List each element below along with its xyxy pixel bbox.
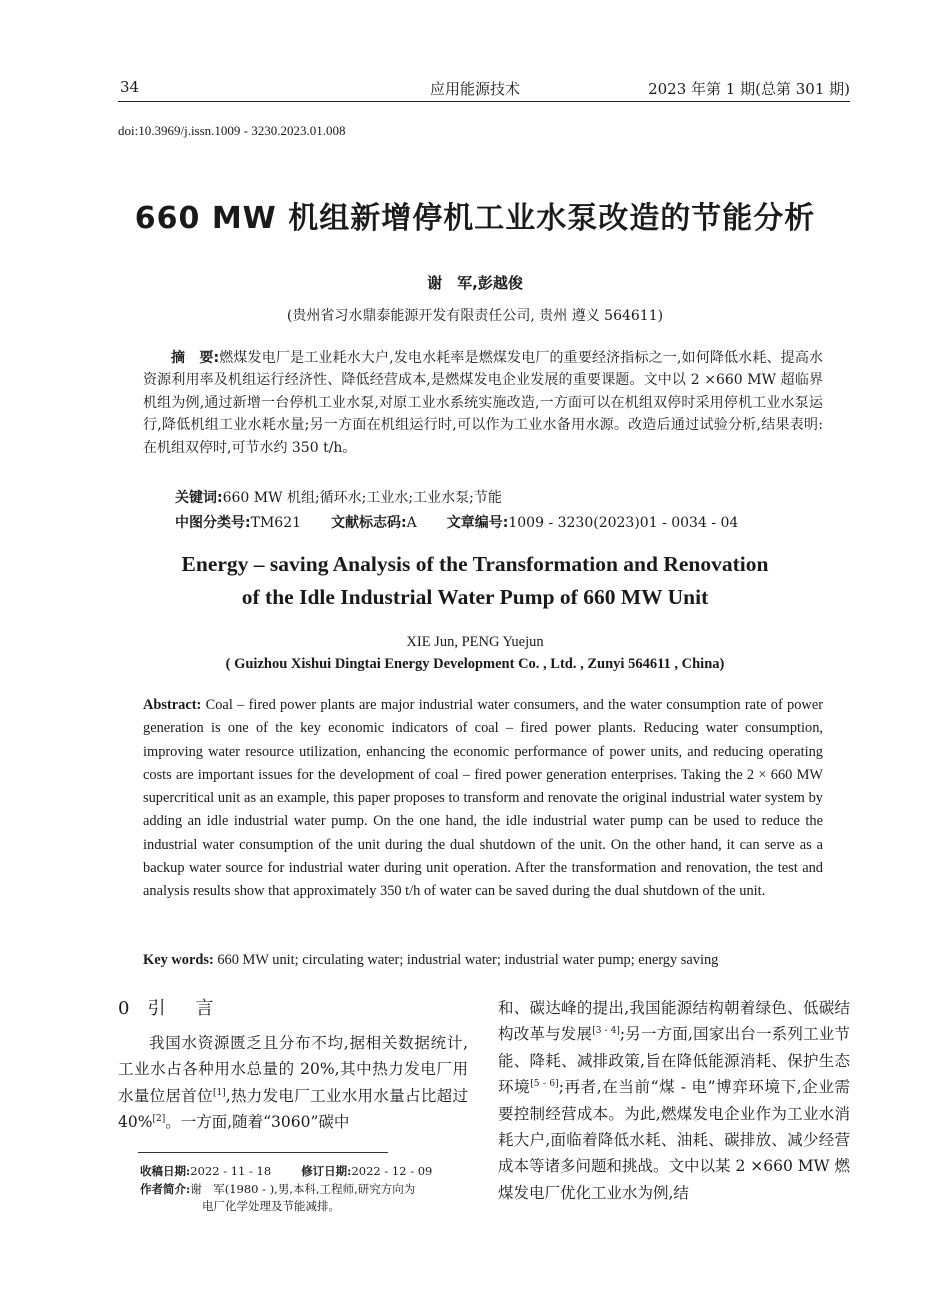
english-keywords-label: Key words: (143, 952, 214, 968)
received-label: 收稿日期: (140, 1164, 191, 1178)
body-text: 。一方面,随着“3060”碳中 (165, 1113, 350, 1132)
doc-code-value: A (406, 515, 417, 531)
revised-date: 2022 - 12 - 09 (351, 1164, 433, 1178)
body-text: ;再者,在当前“煤 - 电”博弈环境下,企业需要控制经营成本。为此,燃煤发电企业作为工业水消耗大户,面临着降低水耗、油耗、碳排放、减少经营成本等诸多问题和挑战。文中以某 2 ×660 MW 燃煤发电厂优化工业水为例,结 (498, 1078, 850, 1202)
citation: [1] (212, 1087, 226, 1098)
doi: doi:10.3969/j.issn.1009 - 3230.2023.01.008 (118, 123, 346, 138)
chinese-abstract (143, 347, 823, 459)
chinese-abstract-label: 摘 要: (171, 350, 220, 366)
footnote-divider (138, 1152, 388, 1153)
english-authors: XIE Jun, PENG Yuejun (406, 634, 544, 650)
citation: [5 - 6] (530, 1079, 559, 1090)
author-bio-line1: 谢 军(1980 - ),男,本科,工程师,研究方向为 (190, 1182, 416, 1196)
page-number: 34 (120, 78, 140, 96)
article-number-value: 1009 - 3230(2023)01 - 0034 - 04 (508, 515, 739, 531)
body-text: 我国水资源匮乏且分布不均,据相关数据统计,工业水占各种用水总量的 20%,其中热力发电厂用水量位居首位 (118, 1034, 468, 1105)
chinese-keywords (175, 487, 502, 507)
english-title-line2: of the Idle Industrial Water Pump of 660 MW Unit (241, 585, 709, 609)
body-left-column (118, 1030, 468, 1136)
received-date: 2022 - 11 - 18 (190, 1164, 272, 1178)
journal-name: 应用能源技术 (429, 80, 520, 98)
footnote-author (140, 1181, 470, 1215)
author-bio-label: 作者简介: (140, 1182, 191, 1196)
section-title: 引 言 (147, 998, 220, 1019)
chinese-abstract-text: 燃煤发电厂是工业耗水大户,发电水耗率是燃煤发电厂的重要经济指标之一,如何降低水耗、提高水资源利用率及机组运行经济性、降低经营成本,是燃煤发电企业发展的重要课题。文中以 2 ×660 MW 超临界机组为例,通过新增一台停机工业水泵,对原工业水系统实施改造,一方面可以在机组双停时采用停机工业水泵运行,降低机组工业水耗水量;另一方面在机组运行时,可以作为工业水备用水源。改造后通过试验分析,结果表明:在机组双停时,可节水约 350 t/h。 (143, 350, 823, 456)
english-keywords (143, 952, 843, 969)
issue-info: 2023 年第 1 期(总第 301 期) (648, 80, 850, 98)
english-abstract-label: Abstract: (143, 697, 202, 713)
class-number-label: 中图分类号: (175, 515, 251, 531)
author-bio-line2: 电厂化学处理及节能减排。 (202, 1199, 340, 1213)
section-heading (118, 994, 219, 1020)
body-text: 和、碳达峰的提出,我国能源结构朝着绿色、低碳结构改革与发展 (498, 999, 850, 1044)
citation: [2] (152, 1114, 166, 1125)
footnote-dates (140, 1163, 432, 1179)
class-number-value: TM621 (250, 515, 302, 531)
chinese-keywords-label: 关键词: (175, 490, 223, 506)
chinese-keywords-text: 660 MW 机组;循环水;工业水;工业水泵;节能 (222, 490, 502, 506)
english-affiliation: ( Guizhou Xishui Dingtai Energy Development Co. , Ltd. , Zunyi 564611 , China) (225, 656, 725, 672)
chinese-title: 660 MW 机组新增停机工业水泵改造的节能分析 (134, 201, 816, 236)
classification-line (175, 512, 855, 532)
body-right-column (498, 995, 850, 1206)
english-abstract (143, 694, 823, 904)
body-text: ;另一方面,国家出台一系列工业节能、降耗、减排政策,旨在降低能源消耗、保护生态环境 (498, 1025, 850, 1097)
article-number-label: 文章编号: (446, 515, 509, 531)
english-abstract-text: Coal – fired power plants are major industrial water consumers, and the water consumption rate of power generation is one of the key economic indicators of coal – fired power plants. Reducing water consumption, improving water resource utilization, enhancing the economic performance of power units, and reducing operating costs are important issues for the development of coal – fired power generation enterprises. Taking the 2 × 660 MW supercritical unit as an example, this paper proposes to transform and renovate the original industrial water system by adding an idle industrial water pump. On the one hand, the idle industrial water pump can be used to reduce the industrial water consumption of the unit during the dual shutdown of the unit. On the other hand, it can serve as a backup water source for industrial water during unit operation. After the transformation and renovation, the test and analysis results show that approximately 350 t/h of water can be saved during the dual shutdown of the unit. (143, 697, 823, 900)
english-title (0, 548, 950, 614)
chinese-affiliation: (贵州省习水鼎泰能源开发有限责任公司, 贵州 遵义 564611) (286, 308, 664, 324)
english-keywords-text: 660 MW unit; circulating water; industrial water; industrial water pump; energy saving (213, 952, 719, 968)
revised-label: 修订日期: (301, 1164, 352, 1178)
header-divider (118, 101, 850, 102)
english-title-line1: Energy – saving Analysis of the Transformation and Renovation (181, 552, 769, 576)
body-text: ,热力发电厂工业水用水量占比超过 40% (118, 1086, 468, 1132)
citation: [3 - 4] (592, 1026, 620, 1037)
chinese-authors: 谢 军,彭越俊 (427, 274, 523, 292)
section-number: 0 (118, 998, 130, 1019)
doc-code-label: 文献标志码: (331, 515, 407, 531)
